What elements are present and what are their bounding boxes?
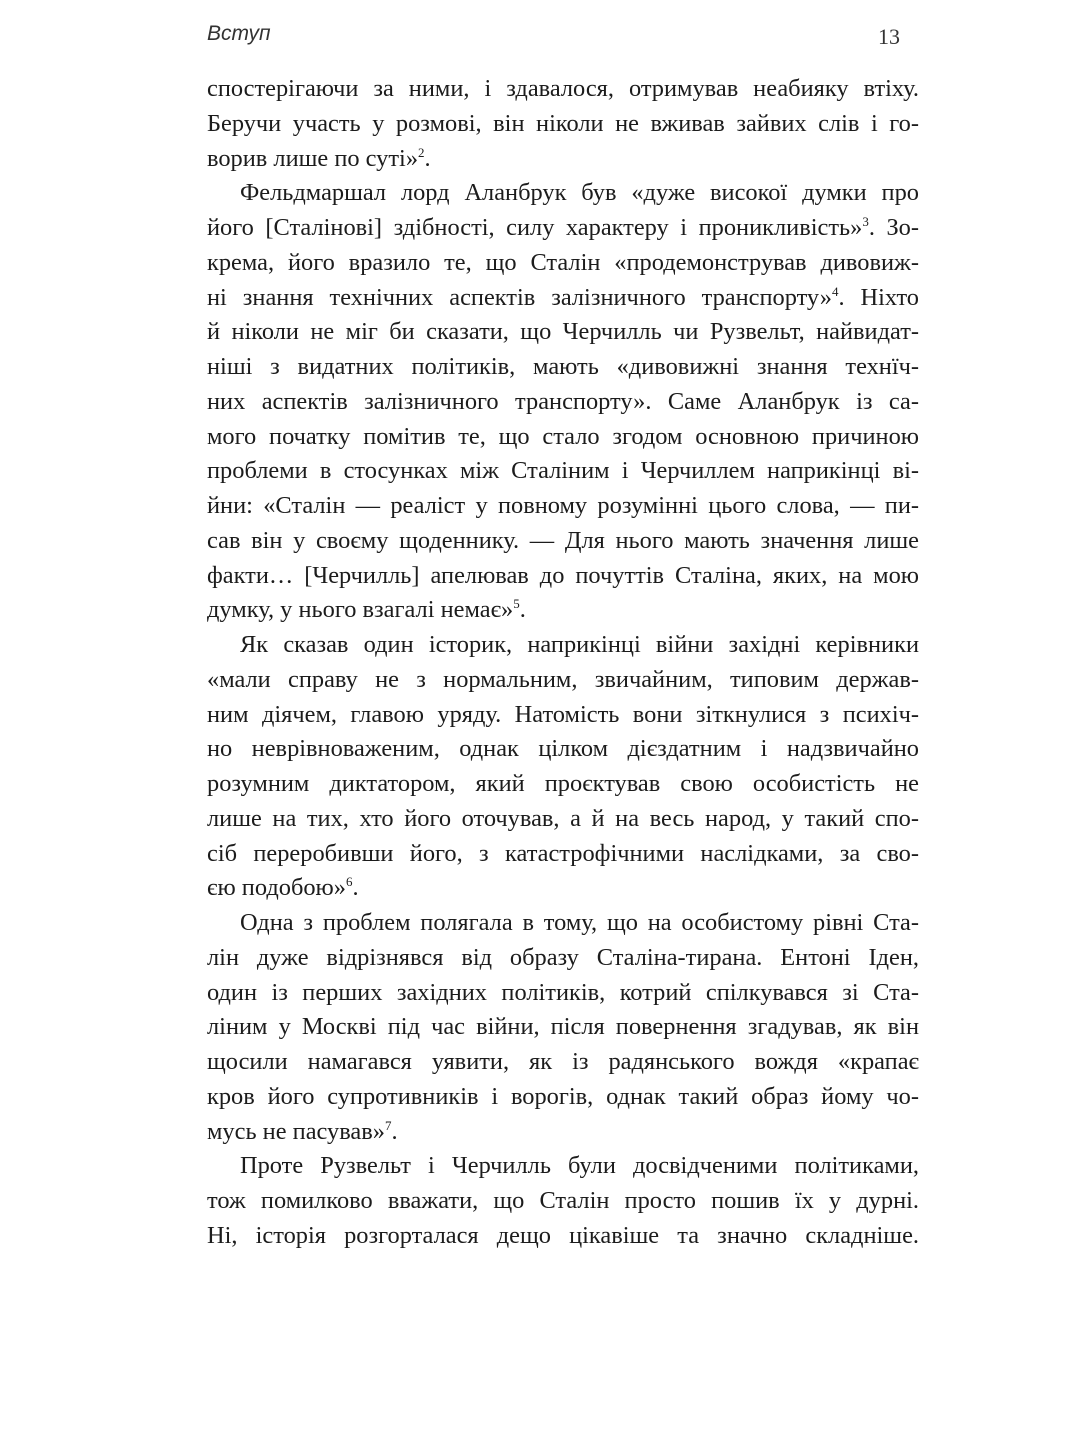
line-text: но неврівноваженим, однак цілком дієздатним і надзвичайно <box>207 735 919 763</box>
text-line <box>207 246 919 281</box>
text-line <box>207 1115 919 1150</box>
line-text: йни: «Сталін — реаліст у повному розумінні цього слова, — пи- <box>207 492 919 519</box>
text-line <box>207 420 919 455</box>
text-line <box>207 1184 919 1219</box>
text-line <box>207 142 919 177</box>
footnote-marker: 6 <box>345 874 353 890</box>
footnote-marker: 7 <box>384 1117 392 1133</box>
line-text-tail: . <box>391 1117 398 1145</box>
line-text: «мали справу не з нормальним, звичайним, типовим держав- <box>207 665 919 693</box>
line-text: ним діячем, главою уряду. Натомість вони зіткнулися з психіч- <box>207 700 919 728</box>
running-head: Вступ <box>207 22 271 45</box>
line-text: Як сказав один історик, наприкінці війни західні керівники <box>240 631 919 658</box>
line-text: сав він у своєму щоденнику. — Для нього мають значення лише <box>207 526 919 554</box>
line-text: сіб переробивши його, з катастрофічними наслідками, за сво- <box>207 839 919 867</box>
text-line <box>207 767 919 802</box>
line-text-tail: . <box>519 596 526 624</box>
page-number: 13 <box>878 24 900 49</box>
text-line <box>207 489 919 524</box>
text-line <box>207 176 919 211</box>
line-text: Проте Рузвельт і Черчилль були досвідченими політиками, <box>240 1152 919 1180</box>
line-text: один із перших західних політиків, котрий спілкувався зі Ста- <box>207 978 919 1006</box>
line-text: ніші з видатних політиків, мають «дивовижні знання технїч- <box>207 353 919 380</box>
line-text: кров його супротивників і ворогів, однак такий образ йому чо- <box>207 1082 919 1110</box>
line-text: проблеми в стосунках між Сталіним і Черчиллем наприкінці ві- <box>207 457 919 485</box>
text-line <box>207 837 919 872</box>
line-text: Беручи участь у розмові, він ніколи не вживав зайвих слів і го- <box>207 109 919 137</box>
text-line <box>207 593 919 628</box>
line-text: єю подобою» <box>207 874 346 902</box>
line-text: лише на тих, хто його оточував, а й на весь народ, у такий спо- <box>207 804 919 832</box>
footnote-marker: 3 <box>862 214 869 229</box>
text-line <box>207 281 919 316</box>
text-line <box>207 107 919 142</box>
footnote-marker: 5 <box>513 596 520 612</box>
line-text-tail: . Ніхто <box>838 283 919 311</box>
line-text: ворив лише по суті» <box>207 144 419 172</box>
text-line <box>207 1045 919 1080</box>
text-line <box>207 1219 919 1254</box>
text-line <box>207 524 919 559</box>
text-line <box>207 1010 919 1045</box>
line-text: крема, його вразило те, що Сталін «продемонстрував дивовиж- <box>207 248 919 276</box>
line-text: мого початку помітив те, що стало згодом основною причиною <box>207 422 919 450</box>
text-line <box>207 802 919 837</box>
text-line <box>207 976 919 1011</box>
line-text: й ніколи не міг би сказати, що Черчилль чи Рузвельт, найвидат- <box>207 318 919 346</box>
text-line <box>207 1149 919 1184</box>
line-text: Одна з проблем полягала в тому, що на особистому рівні Ста- <box>240 909 919 936</box>
text-line <box>207 350 919 385</box>
text-line <box>207 385 919 420</box>
text-line <box>207 906 919 941</box>
text-line <box>207 315 919 350</box>
text-line <box>207 1080 919 1115</box>
line-text-tail: . <box>424 144 431 172</box>
line-text: Ні, історія розгорталася дещо цікавіше та значно складніше. <box>207 1221 919 1249</box>
line-text-tail: . Зо- <box>868 214 920 241</box>
line-text: ні знання технічних аспектів залізничного транспорту» <box>207 283 832 311</box>
text-line <box>207 211 919 246</box>
line-text: його [Сталінові] здібності, силу характеру і проникливість» <box>207 214 863 241</box>
body-text <box>207 72 919 1254</box>
line-text: спостерігаючи за ними, і здавалося, отримував неабияку втіху. <box>207 75 919 102</box>
line-text: ліним у Москві під час війни, після повернення згадував, як він <box>207 1013 919 1041</box>
line-text: лін дуже відрізнявся від образу Сталіна-тирана. Ентоні Іден, <box>207 943 919 971</box>
text-line <box>207 941 919 976</box>
line-text: них аспектів залізничного транспорту». Саме Аланбрук із са- <box>207 387 919 415</box>
line-text: факти… [Черчилль] апелював до почуттів Сталіна, яких, на мою <box>207 561 919 589</box>
text-line <box>207 628 919 663</box>
text-line <box>207 454 919 489</box>
footnote-marker: 4 <box>831 283 839 299</box>
line-text: розумним диктатором, який проєктував свою особистість не <box>207 770 919 797</box>
line-text: думку, у нього взагалі немає» <box>207 596 514 624</box>
line-text: щосили намагався уявити, як із радянського вождя «крапає <box>207 1048 919 1075</box>
text-line <box>207 698 919 733</box>
line-text: мусь не пасував» <box>207 1117 385 1145</box>
text-line <box>207 559 919 594</box>
text-line <box>207 72 919 107</box>
line-text: тож помилково вважати, що Сталін просто пошив їх у дурні. <box>207 1187 919 1214</box>
text-line <box>207 732 919 767</box>
line-text: Фельдмаршал лорд Аланбрук був «дуже високої думки про <box>240 179 919 207</box>
line-text-tail: . <box>352 874 359 902</box>
text-line <box>207 663 919 698</box>
text-line <box>207 871 919 906</box>
footnote-marker: 2 <box>418 144 425 160</box>
